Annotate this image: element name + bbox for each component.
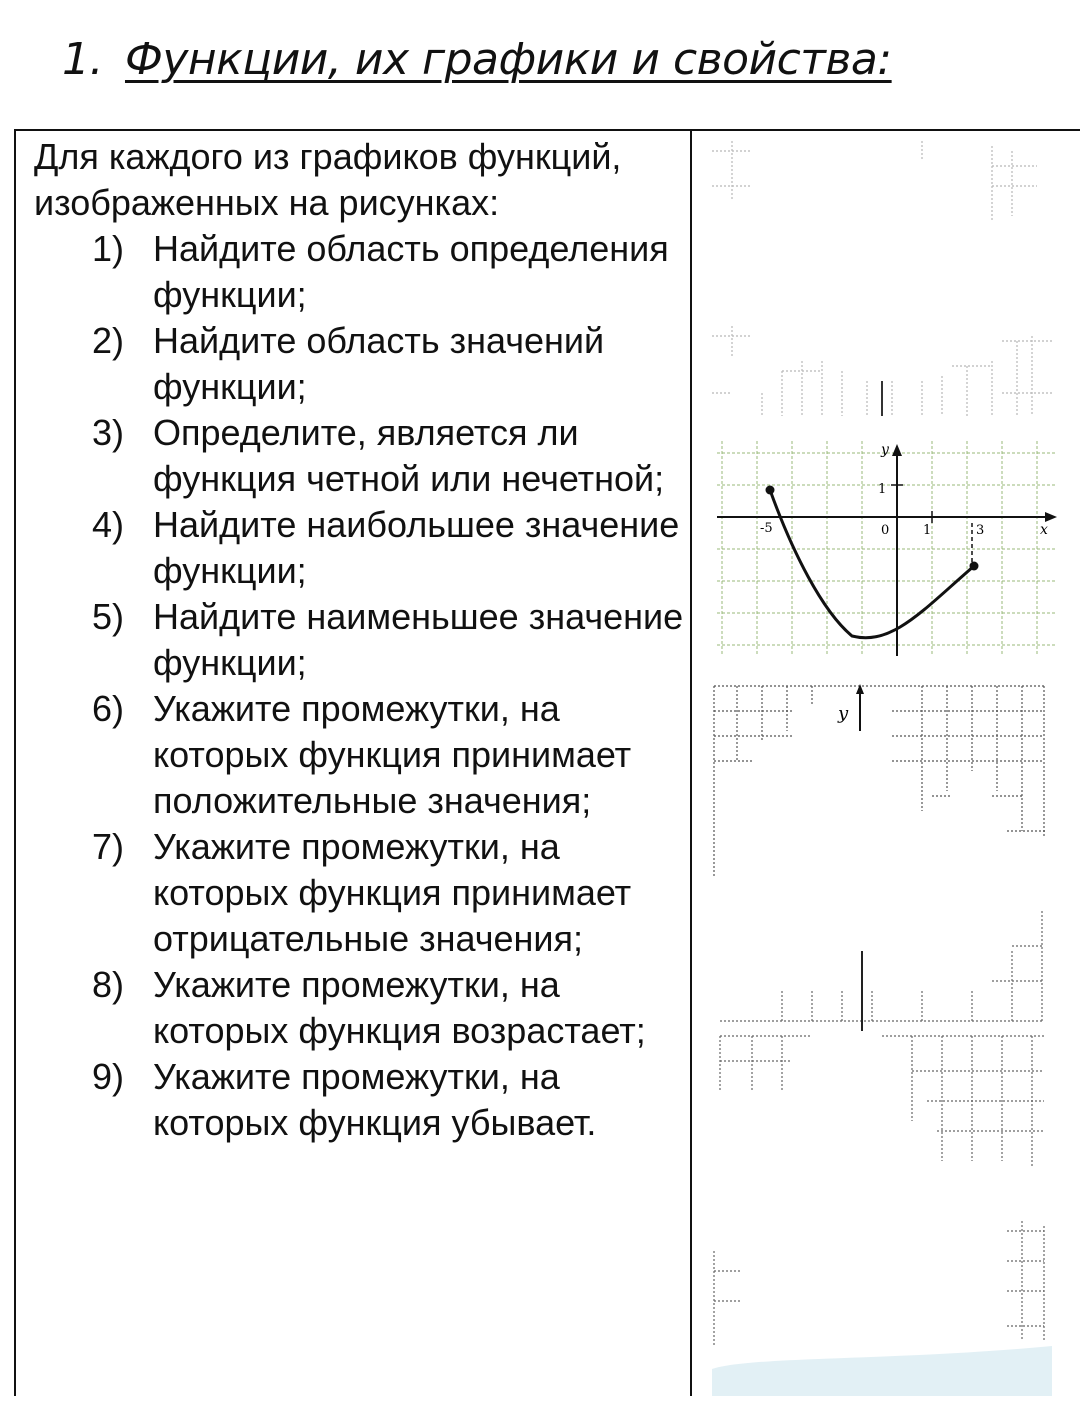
task-number: 4) xyxy=(92,504,125,545)
faint-second-graph xyxy=(714,686,1047,876)
bottom-tint-fragment xyxy=(712,1346,1052,1396)
task-text: Найдите наименьшее значение функции; xyxy=(153,596,684,683)
task-item-4 xyxy=(34,502,684,594)
task-item-2 xyxy=(34,318,684,410)
task-text: Укажите промежутки, на которых функция убывает. xyxy=(153,1056,597,1143)
tick-label-neg5: -5 xyxy=(760,521,773,536)
section-title xyxy=(62,34,892,85)
task-number: 2) xyxy=(92,320,125,361)
faint-grid-fragments xyxy=(712,141,1052,416)
tick-label-y1: 1 xyxy=(878,482,887,497)
tick-label-x1: 1 xyxy=(923,523,932,538)
task-text: Укажите промежутки, на которых функция принимает положительные значения; xyxy=(153,688,632,821)
table-border-left xyxy=(14,129,16,1396)
curve-end-point xyxy=(970,562,979,571)
task-item-8 xyxy=(34,962,684,1054)
y-axis-arrow xyxy=(892,444,902,456)
graph-grid xyxy=(717,441,1057,656)
task-text: Найдите область значений функции; xyxy=(153,320,605,407)
task-item-1 xyxy=(34,226,684,318)
tick-label-3: 3 xyxy=(976,523,985,538)
task-item-6 xyxy=(34,686,684,824)
task-number: 1) xyxy=(92,228,125,269)
second-y-axis-label: y xyxy=(838,703,849,724)
task-number: 6) xyxy=(92,688,125,729)
task-number: 3) xyxy=(92,412,125,453)
section-heading: Функции, их графики и свойства: xyxy=(124,34,892,85)
tick-label-0: 0 xyxy=(881,523,890,538)
section-number: 1. xyxy=(62,34,103,85)
faint-lower-fragments xyxy=(714,911,1044,1346)
function-graph xyxy=(717,441,1057,656)
y-axis-label: y xyxy=(881,442,889,458)
task-item-9 xyxy=(34,1054,684,1146)
task-text: Найдите область определения функции; xyxy=(153,228,669,315)
task-item-5 xyxy=(34,594,684,686)
task-text: Найдите наибольшее значение функции; xyxy=(153,504,680,591)
graphs-cell xyxy=(692,131,1080,1396)
curve-start-point xyxy=(766,486,775,495)
task-number: 5) xyxy=(92,596,125,637)
task-text: Укажите промежутки, на которых функция возрастает; xyxy=(153,964,646,1051)
task-number: 8) xyxy=(92,964,125,1005)
function-curve xyxy=(770,490,974,638)
x-axis-arrow xyxy=(1045,512,1057,522)
task-number: 9) xyxy=(92,1056,125,1097)
task-item-7 xyxy=(34,824,684,962)
task-text: Укажите промежутки, на которых функция принимает отрицательные значения; xyxy=(153,826,632,959)
task-intro: Для каждого из графиков функций, изображенных на рисунках: xyxy=(34,136,622,223)
task-text-cell xyxy=(34,134,684,1146)
task-number: 7) xyxy=(92,826,125,867)
task-list xyxy=(34,226,684,1146)
task-item-3 xyxy=(34,410,684,502)
task-text: Определите, является ли функция четной или нечетной; xyxy=(153,412,665,499)
graphs-column-svg xyxy=(692,131,1080,1396)
x-axis-label: x xyxy=(1040,522,1048,538)
